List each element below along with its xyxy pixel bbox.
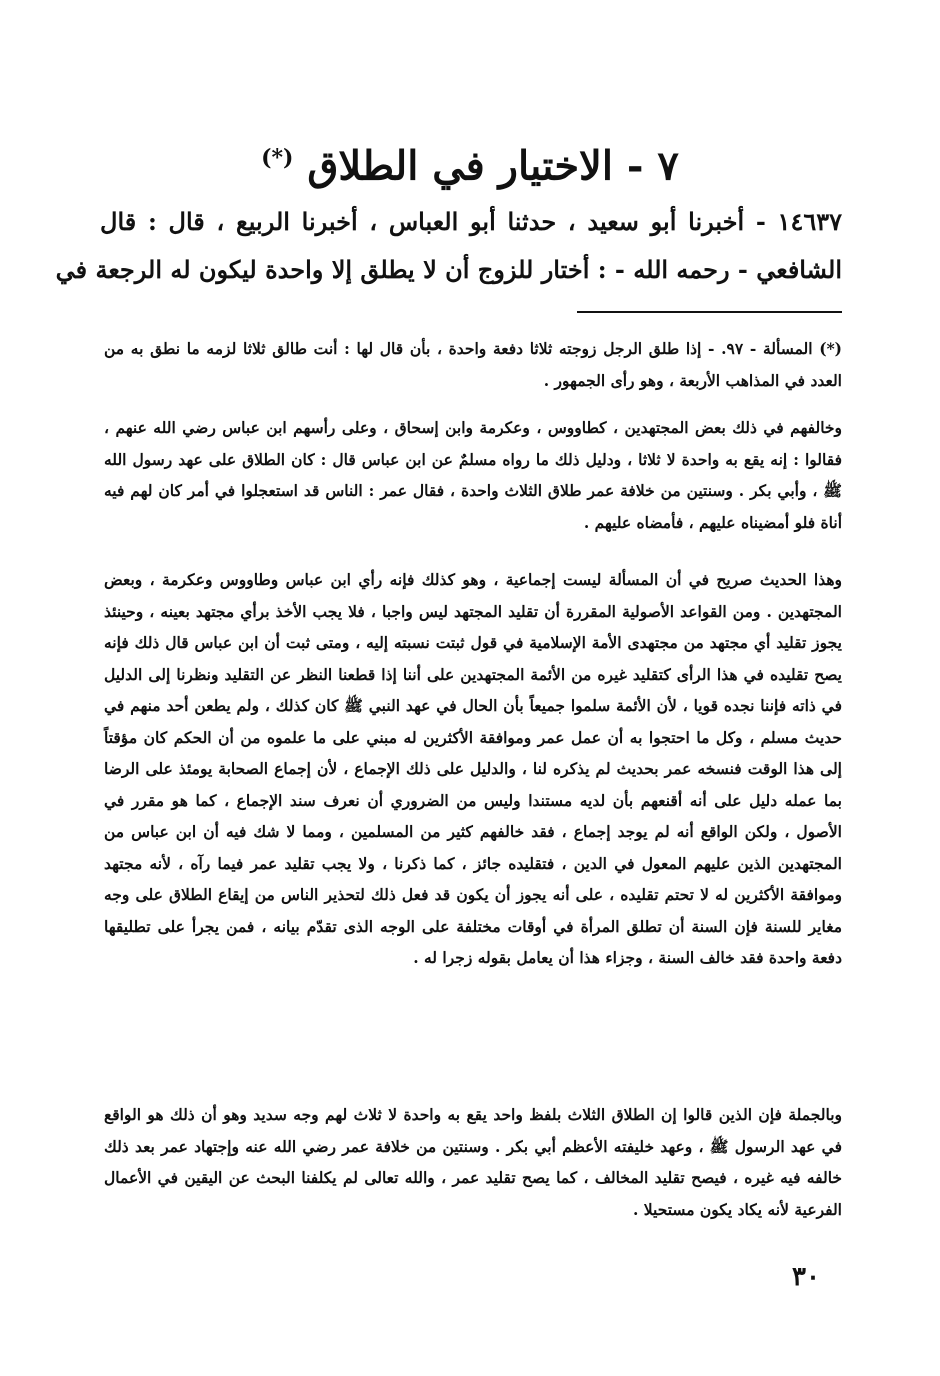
footnote-marker: (*)	[261, 145, 294, 171]
hadith-line-1: ١٤٦٣٧ - أخبرنا أبو سعيد ، حدثنا أبو العباس ، أخبرنا الربيع ، قال : قال	[100, 207, 842, 236]
footnote-divider	[577, 311, 842, 313]
footnote-paragraph-2: وخالفهم في ذلك بعض المجتهدين ، كطاووس ، وعكرمة وابن إسحاق ، وعلى رأسهم ابن عباس رضي الله عنهم ، فقالوا : إنه يقع به واحدة لا ثلاثا ، ودليل ذلك ما رواه مسلمٌ عن ابن عباس قال : كان الطلاق على عهد رسول الله ﷺ ، وأبي بكر . وسنتين من خلافة عمر طلاق الثلاث واحدة ، فقال عمر : الناس قد استعجلوا في أمر كان لهم فيه أناة فلو أمضيناه عليهم ، فأمضاه عليهم .	[104, 418, 842, 532]
chapter-heading	[100, 128, 840, 196]
page-number: ٣٠	[792, 1262, 820, 1292]
footnote-paragraph-4: وبالجملة فإن الذين قالوا إن الطلاق الثلاث بلفظ واحد يقع به واحدة لا ثلاث لهم وجه سديد وهو أن ذلك هو الواقع في عهد الرسول ﷺ ، وعهد خليفته الأعظم أبي بكر . وسنتين من خلافة عمر رضي الله عنه وإجتهاد عمر بعد ذلك خالفه فيه غيره ، فيصح تقليد المخالف ، كما يصح تقليد عمر ، والله تعالى لم يكلفنا البحث عن اليقين في الأعمال الفرعية لأنه يكاد يكون مستحيلا .	[104, 1105, 842, 1219]
chapter-title: ٧ - الاختيار في الطلاق	[307, 142, 679, 190]
footnote-paragraph-1: (*) المسألة - ٩٧. - إذا طلق الرجل زوجته ثلاثا دفعة واحدة ، بأن قال لها : أنت طالق ثلاثا لزمه ما نطق به من العدد في المذاهب الأربعة ، وهو رأى الجمهور .	[104, 339, 843, 390]
hadith-text	[55, 198, 842, 294]
footnote-paragraph-3: وهذا الحديث صريح في أن المسألة ليست إجماعية ، وهو كذلك فإنه رأي ابن عباس وطاووس وعكرمة ، وبعض المجتهدين . ومن القواعد الأصولية المقررة أن تقليد المجتهد ليس واجبا ، فلا يجب الأخذ برأي مجتهد بعينه ، وحينئذ يجوز تقليد أي مجتهد من مجتهدى الأمة الإسلامية في قول ثبتت نسبته إليه ، ومتى ثبت أن ابن عباس قال ذلك فإنه يصح تقليده في هذا الرأى كتقليد غيره من الأئمة المجتهدين على أننا إذا قطعنا النظر عن التقليد ونظرنا إلى الدليل في ذاته فإننا نجده قويا ، لأن الأئمة سلموا جميعاً بأن الحال في عهد النبي ﷺ كان كذلك ، ولم يطعن أحد منهم في حديث مسلم ، وكل ما احتجوا به أن عمل عمر وموافقة الأكثرين له مبني على ما علموه من أن الحكم كان مؤقتاً إلى هذا الوقت فنسخه عمر بحديث لم يذكره لنا ، والدليل على ذلك الإجماع ، لأن إجماع الصحابة يومئذ على الرضا بما عمله دليل على أنه أقنعهم بأن لديه مستندا وليس من الضروري أن نعرف سند الإجماع ، كما هو مقرر في الأصول ، ولكن الواقع أنه لم يوجد إجماع ، فقد خالفهم كثير من المسلمين ، ومما لا شك فيه أن ابن عباس من المجتهدين الذين عليهم المعول في الدين ، فتقليده جائز ، كما ذكرنا ، ولا يجب تقليد عمر فيما رآه ، لأنه مجتهد وموافقة الأكثرين له لا تحتم تقليده ، على أنه يجوز أن يكون قد فعل ذلك لتحذير الناس من إيقاع الطلاق على وجه مغاير للسنة فإن السنة أن تطلق المرأة في أوقات مختلفة على الوجه الذى تقدّم بيانه ، فمن يجرأ على تطليقها دفعة واحدة فقد خالف السنة ، وجزاء هذا أن يعامل بقوله زجرا له .	[104, 570, 842, 967]
hadith-line-2: الشافعي - رحمه الله - : أختار للزوج أن لا يطلق إلا واحدة ليكون له الرجعة في	[55, 255, 842, 284]
